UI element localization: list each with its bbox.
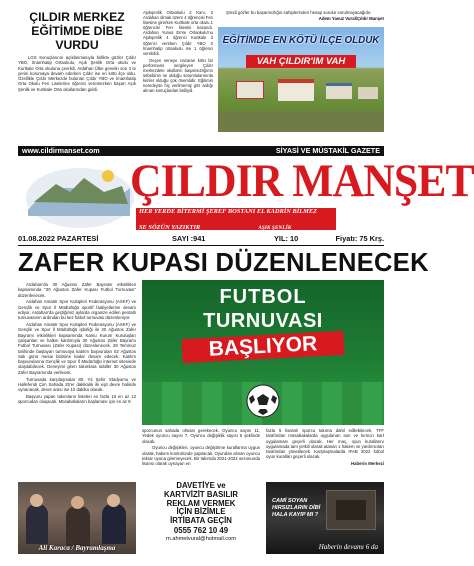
motto-signature: AŞIK ŞENLİK (258, 225, 292, 231)
banner-line2: VAH ÇILDIR'IM VAH (246, 55, 356, 68)
motto-line2: SE SÖZÜN YAZIKTIR (139, 224, 201, 231)
story-body: LGS Sonuçlarının açıklanmasıyla birlikte gözler Çıldır YBO, İmamhatip Ortaokulu, Aşık Şenlik Orta okulu ve Kurtkale Orta okuluna çevrildi. Ardahan Ülke genelin son 3 te yerini korumaya devam ederken Çıldır ise en kötü ilçe oldu. Özellikle Çıldır Merkezde bulunan Çıldır YBO ve İmamhatip Orta Okulu Fen Liselerine öğrenci veremezken başarı Aşık Şenlik ve Kurtkale Orta okullarından geldi. (18, 55, 136, 92)
ad-line4: İÇİN BİZİMLE (176, 507, 226, 517)
top-right-story (218, 10, 384, 144)
motto-line1: HER YERDE BİTERMİ ŞEREF BOSTANI EL KADRİN BİLMEZ (139, 208, 317, 215)
banner-line1: EĞİTİMDE EN KÖTÜ İLÇE OLDUK (222, 35, 380, 47)
paragraph: Ardahan Amatör Spor Kulüpleri Federasyonu (ASKF) ve Gençlik ve Spor İl Müdürlüğü işbirliği ile 30 Ağustos Zafer Bayramı etkinlikleri kapsamında Kamu Kurum Kuruluşları çalışanları ve halkın katılımıyla 30 Ağustos Zafer Bayramı Futbol Turnuvası (Zafer Kupası) düzenlenecek. 28 Temmuz tarihinde başlayan turnuvaya katılım başvuruları 02 Ağustos Salı günü mesai bitimine kadar devam edecek. Katılım başvurularına Gençlik ve Spor İl Müdürlüğü internet sitesinde ulaşılabilecek. Deneyimi giren takımlara ödüller 30 Ağustos Zafer Bayramında verilecek. (18, 322, 136, 375)
ad-phone[interactable]: 0555 762 10 49 (173, 525, 229, 535)
story-byline: Adem Yavuz Vural/Çıldır Manşet (318, 16, 384, 22)
newspaper-slogan: SİYASİ VE MÜSTAKİL GAZETE (275, 146, 380, 155)
issue-number: SAYI :941 (172, 234, 206, 243)
paragraph: Ardahan Amatör Spor Kulüpleri Federasyonu (ASKF) ve Gençlik ve Spor İl Müdürlüğü sportif faaliyetlerine devam ediyor. Ardahan'da geçtiğimiz aylarda organize edilen pentatlı turnuvasının ardından bu kez futbol turnuvası düzenleniyor. (18, 299, 136, 321)
paragraph: Oyuncu değişikleri, oyuncu değiştirme kurallarına uygun olarak, hakem kontrolünde yapılacak. Oyundan alınan oyuncu tekrar oyuna giremeyecek. Bir takımda 2021-2022 sezonunda lisansı olarak oynayan en (142, 445, 260, 467)
story-body-1: Aşıkşenlik Ortaokulu 2 Kanı, 2 Ardahan olmak üzere 4 öğrencisi Fen lisesine girerken Kurtkale orta okulu 1 öğrencisi Fen lisesini kazandı. Ardahan Yunus Emre Ortaokulu'nu Aşıkşenlik 4 öğrenci Kurtkale 3 öğrenci verirken Çıldır YBO 0 İmamhatip ortaokulu ise 1 öğrenci verebildi. (143, 10, 213, 56)
story-headline: ÇILDIR MERKEZ EĞİTİMDE DİBE VURDU (29, 10, 125, 52)
website-url[interactable]: www.cildirmanset.com (22, 146, 100, 155)
ad-line1: DAVETİYE ve (176, 481, 226, 490)
label-line3: HALA KAYIP MI ? (272, 512, 319, 518)
story-body-2: Geçen seneye nazaran kötü bir performans sergileyen Çıldır merkezdeki okulların başarısızlığının sebebinin ne olduğu sorumlularınınla kimler olduğu çok önemlidir. Eğitimin neredeyse hiç verilmemiş göz ardığı alınan sonuçlardan belliydi. (143, 57, 213, 94)
bottom-right-photo (266, 482, 384, 554)
issue-year: YIL: 10 (274, 234, 299, 243)
poster-line1: FUTBOL (219, 286, 307, 308)
paragraph: sporcunun sahada olması gerekecek. Oyuncu sayısı 11, Yedek oyuncu sayısı 7. Oyuncu değişiklik sayısı 5 şeklinde olacak. (142, 428, 260, 444)
label-line2: HIRSIZLARIN DİBİ (272, 505, 321, 511)
paragraph: Turnuvada karşılaşmalar 80. Yıl Şehir Stadyumu ve Hallefendi Çim Sahada 25'er dakikalık iki eşit devre halinde oynanacak, devre arası ise 10 dakika olacak. (18, 376, 136, 393)
bottom-left-photo (18, 482, 136, 554)
masthead (18, 155, 474, 233)
top-middle-story (143, 10, 213, 144)
masthead-title: ÇILDIR MANŞET (130, 155, 474, 207)
paragraph: Ardahan'da 30 Ağustos Zafer Bayramı etkinlikleri kapsamında "30 Ağustos Zafer Kupası Futbol Turnuvası" düzenlenecek. (18, 282, 136, 298)
story-text: Şimdi gözler bu başarısızlığın sahiplerinden hesap sorulur sorulmayacağıdır. (226, 10, 372, 15)
paragraph: Başvuru yapan takımların listeleri en fazla 18 en az 12 sporcudan oluşacak. Müsabakaların başlaması için en az 9 (18, 393, 136, 405)
main-column-2 (142, 428, 260, 483)
poster-line2: TURNUVASI (203, 310, 323, 332)
issue-divider (18, 245, 384, 246)
ad-line2: KARTVİZİT BASILIR (163, 489, 239, 499)
ad-line3: REKLAM VERMEK (166, 498, 236, 508)
main-column-1 (18, 282, 136, 479)
football-poster (142, 280, 384, 425)
main-headline: ZAFER KUPASI DÜZENLENECEK (18, 249, 429, 277)
ad-email[interactable]: m.ahmetvural@hotmail.com (166, 535, 236, 542)
masthead-logo-icon (18, 158, 136, 233)
issue-price: Fiyatı: 75 Krş. (335, 234, 384, 243)
headline-label (272, 498, 334, 519)
masthead-motto (136, 208, 336, 230)
issue-date: 01.08.2022 PAZARTESİ (18, 234, 99, 243)
poster-line3: BAŞLIYOR (181, 331, 344, 363)
advertisement-box (142, 482, 260, 554)
ad-line5: İRTİBATA GEÇİN (170, 516, 232, 526)
school-photo (218, 27, 384, 132)
paragraph: fazla 5 lisanslı sporcu takıma dahil edilebilecek. TFF tarafından müsabakalarda uygulanan sarı ve kırmızı kart uygulaması geçerli olacak. Her maç, oyun kurallarını uygulamada tam yetkili olarak atanan 1 hakem ve yardımcıları tarafından yönetilecek. Karşılaşmalarda IFAB 2022 futbol oyun kuralları geçerli olacak. (266, 428, 384, 460)
label-line1: CAMİ SOYAN (272, 498, 308, 504)
top-left-story (18, 10, 136, 140)
issue-bar (18, 234, 384, 244)
photo-caption: Ali Karaca / Bayramlaşma (38, 544, 116, 552)
main-column-3 (266, 428, 384, 483)
football-icon (246, 384, 280, 423)
story-byline: Haberin Merkezi (351, 461, 384, 467)
continue-note[interactable]: Haberin devamı 6 da (318, 543, 378, 551)
